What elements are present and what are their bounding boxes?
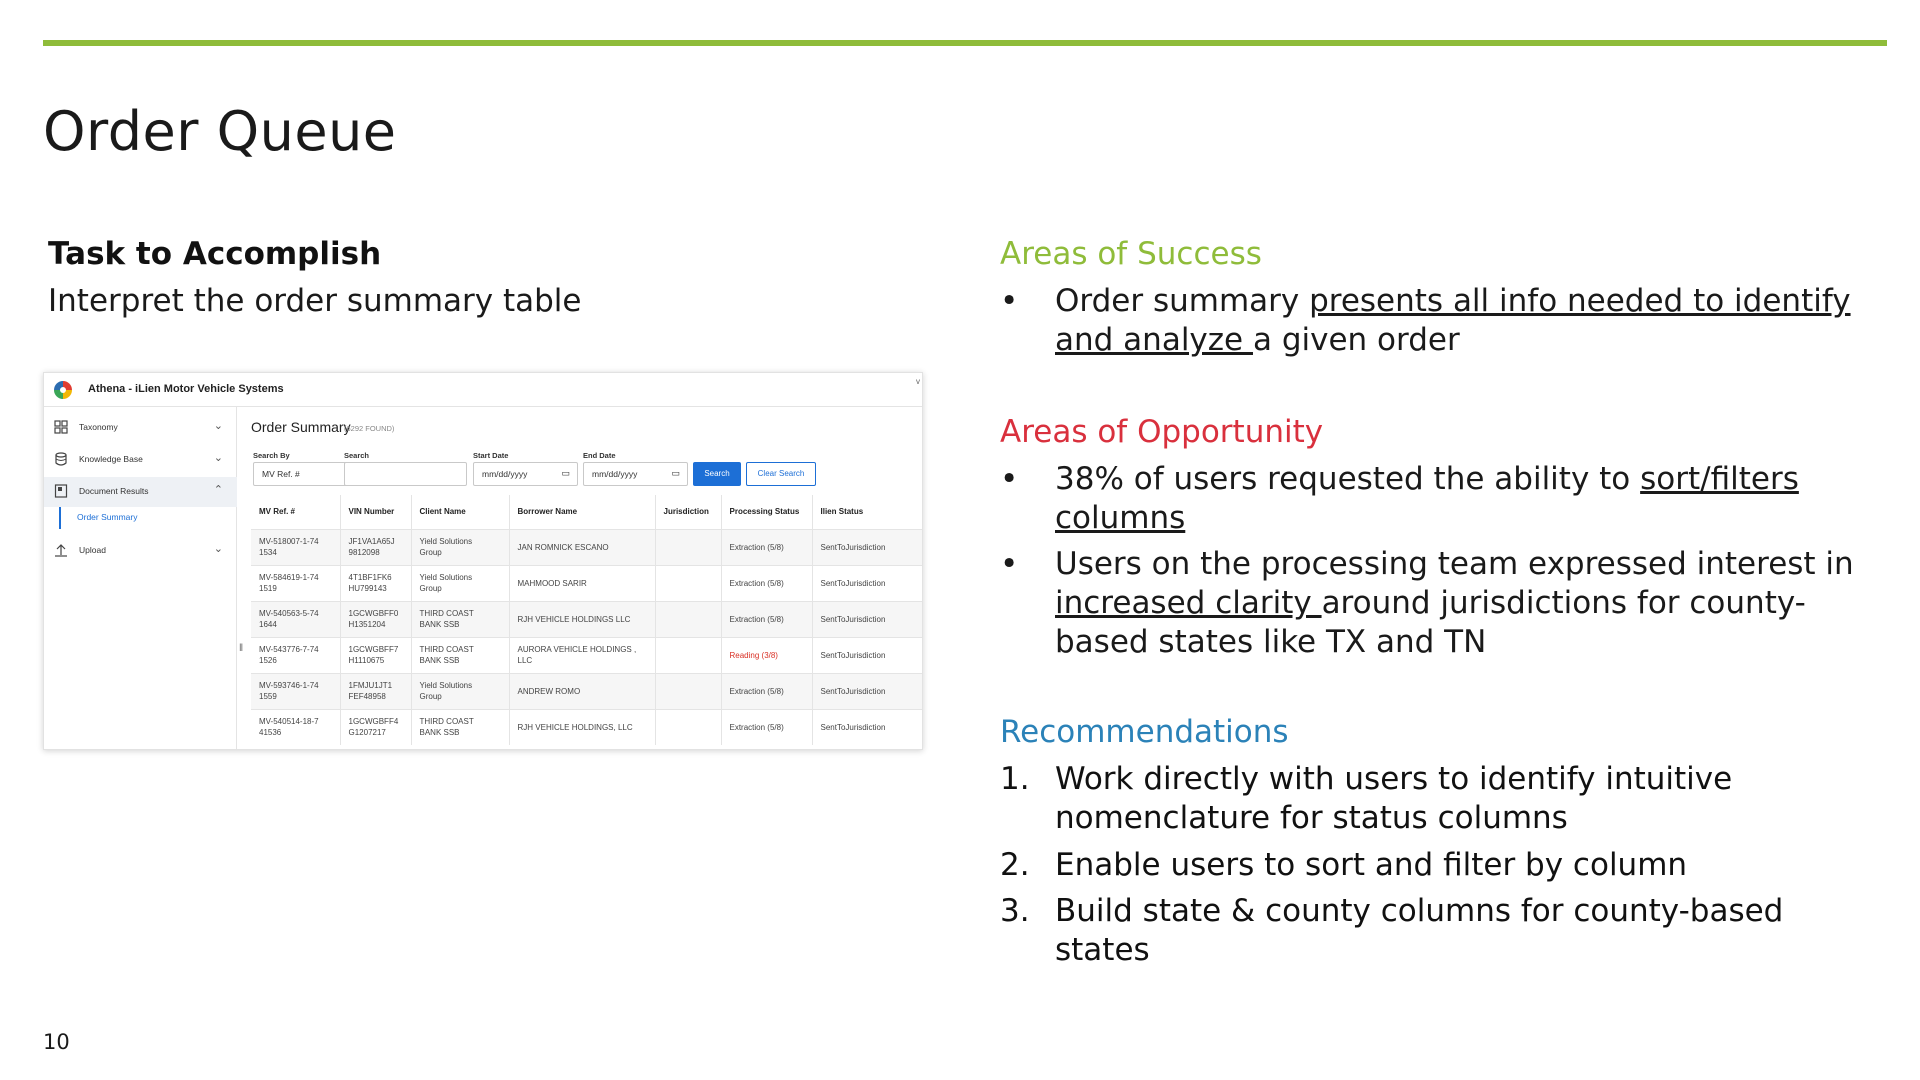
app-title: Athena - iLien Motor Vehicle Systems: [88, 383, 284, 395]
table-row[interactable]: [251, 709, 923, 745]
table-cell: Yield Solutions Group: [411, 673, 509, 709]
table-header-row: [251, 495, 923, 529]
table-cell: MV-543776-7-74 1526: [251, 637, 340, 673]
sidebar-item-document-results[interactable]: [44, 477, 237, 507]
table-cell: MAHMOOD SARIR: [509, 565, 655, 601]
list-number: 3.: [1000, 893, 1030, 929]
search-input[interactable]: [344, 462, 467, 486]
sidebar-item-label: Taxonomy: [79, 422, 118, 432]
start-date-value: mm/dd/yyyy: [482, 469, 528, 479]
order-summary-title: Order Summary: [251, 419, 351, 435]
recommendation-item: [1000, 760, 1880, 840]
bullet-text: Users on the processing team expressed interest in increased clarity around jurisdictions for county-based states like TX and TN: [1055, 546, 1854, 660]
areas-of-opportunity-heading: Areas of Opportunity: [1000, 414, 1324, 450]
table-row[interactable]: [251, 601, 923, 637]
table-cell: Yield Solutions Group: [411, 565, 509, 601]
chevron-down-icon: ⌄: [213, 543, 223, 555]
table-cell: 1GCWGBFF4 G1207217: [340, 709, 411, 745]
order-summary-panel: [237, 407, 923, 750]
table-cell: [655, 565, 721, 601]
sidebar-subitem-order-summary[interactable]: [59, 507, 237, 529]
order-summary-table: [251, 495, 923, 745]
calendar-icon[interactable]: ▭: [561, 468, 570, 478]
bullet-marker: •: [1000, 546, 1019, 582]
table-cell: [655, 529, 721, 565]
table-row[interactable]: [251, 673, 923, 709]
chevron-down-icon: ⌄: [213, 452, 223, 464]
column-header[interactable]: Ilien Status: [820, 507, 864, 517]
table-row[interactable]: [251, 637, 923, 673]
table-cell: SentToJurisdiction: [812, 637, 923, 673]
table-cell: Extraction (5/8): [721, 529, 812, 565]
start-date-input[interactable]: [473, 462, 578, 486]
document-icon: [54, 484, 68, 498]
task-text: Interpret the order summary table: [48, 283, 582, 319]
table-cell: Extraction (5/8): [721, 601, 812, 637]
page-number: 10: [43, 1030, 70, 1054]
table-cell: MV-540563-5-74 1644: [251, 601, 340, 637]
bullet-text: 38% of users requested the ability to sort/filters columns: [1055, 461, 1799, 536]
results-count: (6292 FOUND): [344, 424, 395, 433]
search-label: Search: [344, 451, 370, 460]
search-button[interactable]: Search: [693, 462, 741, 486]
table-cell: 4T1BF1FK6 HU799143: [340, 565, 411, 601]
chevron-up-icon: ⌃: [213, 484, 223, 496]
app-header: [44, 373, 923, 407]
sidebar-resize-handle[interactable]: ‖: [239, 643, 244, 654]
recommendation-text: Build state & county columns for county-based states: [1055, 893, 1784, 968]
table-row[interactable]: [251, 529, 923, 565]
table-cell: [655, 601, 721, 637]
upload-icon: [54, 543, 68, 557]
table-cell: Extraction (5/8): [721, 709, 812, 745]
table-cell: Reading (3/8): [721, 637, 812, 673]
table-cell: AURORA VEHICLE HOLDINGS , LLC: [509, 637, 655, 673]
recommendation-item: [1000, 892, 1880, 968]
table-cell: RJH VEHICLE HOLDINGS LLC: [509, 601, 655, 637]
table-cell: SentToJurisdiction: [812, 673, 923, 709]
table-cell: Extraction (5/8): [721, 565, 812, 601]
success-bullet: [1000, 282, 1880, 362]
column-header[interactable]: MV Ref. #: [251, 495, 340, 529]
sidebar: [44, 407, 237, 750]
table-cell: MV-540514-18-7 41536: [251, 709, 340, 745]
column-header[interactable]: Client Name: [411, 495, 509, 529]
search-by-label: Search By: [253, 451, 290, 460]
sidebar-subitem-label: Order Summary: [77, 512, 138, 522]
table-cell: MV-584619-1-74 1519: [251, 565, 340, 601]
bullet-marker: •: [1000, 283, 1019, 319]
table-cell: Extraction (5/8): [721, 673, 812, 709]
table-cell: JF1VA1A65J 9812098: [340, 529, 411, 565]
slide-title: Order Queue: [43, 100, 397, 163]
column-header[interactable]: VIN Number: [340, 495, 411, 529]
calendar-icon[interactable]: ▭: [671, 468, 680, 478]
recommendation-text: Work directly with users to identify intuitive nomenclature for status columns: [1055, 761, 1733, 836]
database-icon: [54, 452, 68, 466]
sidebar-item-upload[interactable]: [44, 536, 237, 566]
grid-icon: [54, 420, 68, 434]
table-cell: [655, 637, 721, 673]
table-cell: SentToJurisdiction: [812, 709, 923, 745]
table-cell: [655, 673, 721, 709]
table-cell: Yield Solutions Group: [411, 529, 509, 565]
header-caret-icon[interactable]: v: [916, 377, 920, 386]
table-cell: 1GCWGBFF0 H1351204: [340, 601, 411, 637]
table-cell: 1GCWGBFF7 H1110675: [340, 637, 411, 673]
search-by-value: MV Ref. #: [262, 469, 300, 479]
athena-logo-icon: [54, 381, 72, 399]
start-date-label: Start Date: [473, 451, 509, 460]
task-heading: Task to Accomplish: [48, 236, 382, 272]
table-cell: JAN ROMNICK ESCANO: [509, 529, 655, 565]
chevron-down-icon: ⌄: [213, 420, 223, 432]
opportunity-bullet: [1000, 460, 1880, 540]
table-cell: MV-593746-1-74 1559: [251, 673, 340, 709]
table-cell: THIRD COAST BANK SSB: [411, 709, 509, 745]
clear-search-button[interactable]: Clear Search: [746, 462, 816, 486]
table-cell: SentToJurisdiction: [812, 529, 923, 565]
end-date-input[interactable]: [583, 462, 688, 486]
list-number: 1.: [1000, 761, 1030, 797]
table-cell: MV-518007-1-74 1534: [251, 529, 340, 565]
sidebar-item-label: Document Results: [79, 486, 149, 496]
table-cell: ANDREW ROMO: [509, 673, 655, 709]
table-row[interactable]: [251, 565, 923, 601]
bullet-text: Order summary presents all info needed to identify and analyze a given order: [1055, 283, 1851, 358]
order-summary-screenshot: [43, 372, 923, 750]
table-cell: THIRD COAST BANK SSB: [411, 637, 509, 673]
table-cell: THIRD COAST BANK SSB: [411, 601, 509, 637]
sidebar-item-taxonomy[interactable]: [44, 413, 237, 443]
end-date-value: mm/dd/yyyy: [592, 469, 638, 479]
column-header[interactable]: Jurisdiction: [655, 495, 721, 529]
recommendation-text: Enable users to sort and filter by column: [1055, 847, 1688, 883]
sidebar-item-knowledge-base[interactable]: [44, 445, 237, 475]
recommendation-item: [1000, 846, 1880, 886]
top-accent-rule: [43, 40, 1887, 46]
table-cell: RJH VEHICLE HOLDINGS, LLC: [509, 709, 655, 745]
column-header[interactable]: Borrower Name: [509, 495, 655, 529]
recommendations-heading: Recommendations: [1000, 714, 1289, 750]
bullet-marker: •: [1000, 461, 1019, 497]
areas-of-success-heading: Areas of Success: [1000, 236, 1262, 272]
table-cell: SentToJurisdiction: [812, 565, 923, 601]
sidebar-item-label: Upload: [79, 545, 106, 555]
table-cell: 1FMJU1JT1 FEF48958: [340, 673, 411, 709]
sidebar-item-label: Knowledge Base: [79, 454, 143, 464]
opportunity-bullet: [1000, 545, 1880, 665]
table-cell: [655, 709, 721, 745]
column-header[interactable]: Processing Status: [721, 495, 812, 529]
table-cell: SentToJurisdiction: [812, 601, 923, 637]
end-date-label: End Date: [583, 451, 616, 460]
list-number: 2.: [1000, 847, 1030, 883]
